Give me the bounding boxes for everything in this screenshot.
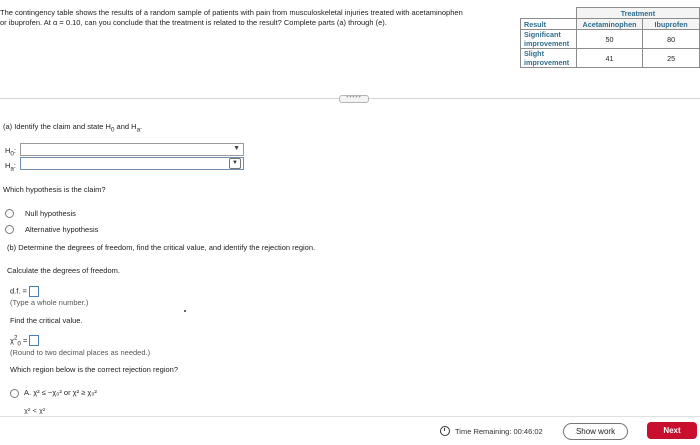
intro-line-1: The contingency table shows the results of a random sample of patients with pain from musculoskeletal injuries treated with acetaminophen [0,8,463,17]
alpha-value: α = 0.10 [52,18,81,27]
region-question: Which region below is the correct rejection region? [10,365,178,374]
radio-alternative-hypothesis[interactable] [5,225,14,234]
cell-sig-acet: 50 [576,30,642,49]
chevron-down-icon: ▼ [229,158,241,169]
df-row [10,286,39,297]
critical-value-input[interactable] [29,335,39,346]
chi-label: $\chi^2_0$ = [10,334,28,347]
clock-icon [440,426,450,436]
next-button[interactable]: Next [647,422,697,439]
df-hint: (Type a whole number.) [10,298,89,307]
table-row: Slight improvement 41 25 [521,49,700,68]
intro-line-2: or ibuprofen. At α = 0.10, can you conclude that the treatment is related to the result? Complete parts (a) through (e). [0,18,387,27]
col-ibuprofen: Ibuprofen [643,19,700,30]
cell-sig-ibu: 80 [643,30,700,49]
option-region-b-partial[interactable]: χ² < χ² [24,406,46,414]
treatment-header: Treatment [576,8,699,19]
df-input[interactable] [29,286,39,297]
problem-intro [0,8,510,28]
show-work-button[interactable]: Show work [563,423,628,440]
part-b-prompt: (b) Determine the degrees of freedom, find the critical value, and identify the rejection region. [7,243,316,252]
option-null-hypothesis[interactable]: Null hypothesis [25,209,76,218]
footer-separator [0,416,700,417]
df-instruction: Calculate the degrees of freedom. [7,266,120,275]
cell-slight-ibu: 25 [643,49,700,68]
radio-null-hypothesis[interactable] [5,209,14,218]
cv-row [10,334,39,347]
h0-label: $H_0$: [5,146,16,158]
table-row: Significant improvement 50 80 [521,30,700,49]
chevron-down-icon: ▼ [233,145,240,152]
option-alternative-hypothesis[interactable]: Alternative hypothesis [25,225,99,234]
cv-hint: (Round to two decimal places as needed.) [10,348,151,357]
claim-question: Which hypothesis is the claim? [3,185,106,194]
ha-label: $H_a$: [5,161,16,173]
option-region-a[interactable]: A. χ² ≤ −χ₀² or χ² ≥ χ₀² [24,388,97,397]
cell-slight-acet: 41 [576,49,642,68]
col-acetaminophen: Acetaminophen [576,19,642,30]
dots-icon: ••••• [346,95,362,101]
mouse-cursor-dot [184,310,186,312]
ha-select[interactable] [20,157,244,170]
time-remaining: Time Remaining: 00:46:02 [440,426,543,436]
result-header: Result [521,19,577,30]
part-a-prompt: (a) Identify the claim and state $H_0$ and $H_a$. [3,122,143,134]
contingency-table [520,7,700,68]
h0-select[interactable] [20,143,244,156]
cv-instruction: Find the critical value. [10,316,83,325]
expand-handle[interactable] [339,95,369,103]
radio-region-a[interactable] [10,389,19,398]
df-label: d.f. = [10,286,27,296]
